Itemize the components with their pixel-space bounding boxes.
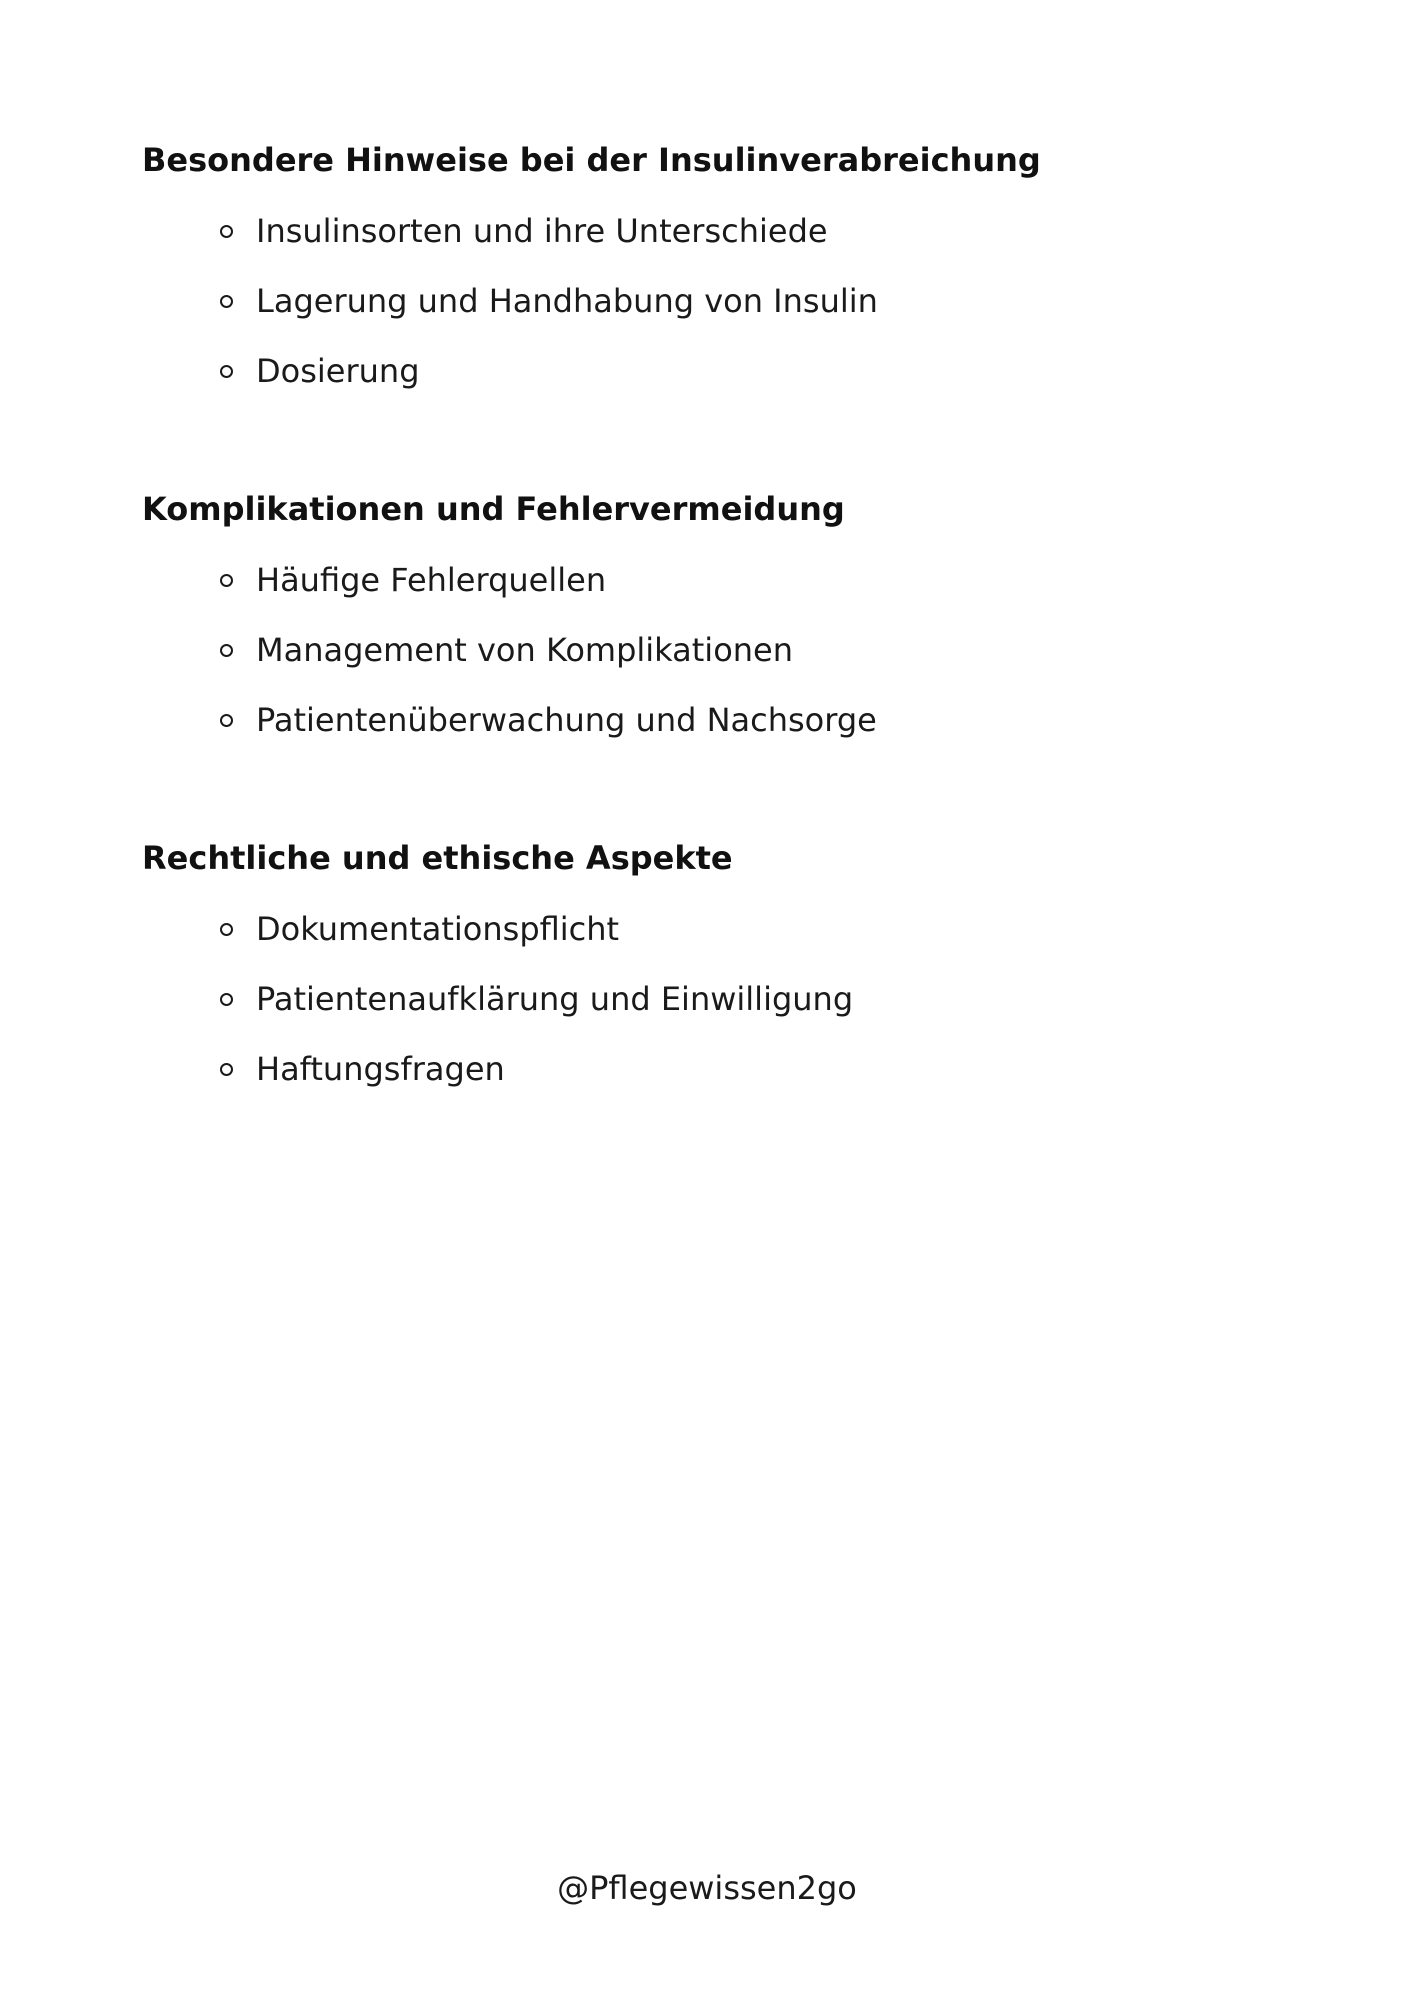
bullet-list (142, 560, 1242, 740)
list-item-text: Häufige Fehlerquellen (256, 561, 607, 599)
list-item (142, 211, 1242, 281)
list-item-text: Patientenaufklärung und Einwilligung (256, 980, 854, 1018)
list-item-text: Patientenüberwachung und Nachsorge (256, 701, 877, 739)
hollow-circle-bullet-icon (220, 714, 233, 727)
hollow-circle-bullet-icon (220, 365, 233, 378)
section-insulin-hints (142, 140, 1242, 391)
list-item (142, 630, 1242, 700)
list-item-text: Dokumentationspflicht (256, 910, 620, 948)
bullet-list (142, 211, 1242, 391)
list-item (142, 979, 1242, 1049)
list-item-text: Haftungsfragen (256, 1050, 505, 1088)
footer-handle: @Pflegewissen2go (557, 1869, 857, 1907)
hollow-circle-bullet-icon (220, 574, 233, 587)
list-item (142, 281, 1242, 351)
list-item-text: Dosierung (256, 352, 420, 390)
list-item-text: Management von Komplikationen (256, 631, 794, 669)
section-legal-ethical (142, 838, 1242, 1089)
section-complications (142, 489, 1242, 740)
list-item (142, 909, 1242, 979)
hollow-circle-bullet-icon (220, 1063, 233, 1076)
list-item (142, 560, 1242, 630)
hollow-circle-bullet-icon (220, 644, 233, 657)
section-title: Besondere Hinweise bei der Insulinverabreichung (142, 141, 1041, 179)
list-item-text: Insulinsorten und ihre Unterschiede (256, 212, 828, 250)
hollow-circle-bullet-icon (220, 923, 233, 936)
section-title: Komplikationen und Fehlervermeidung (142, 490, 845, 528)
list-item (142, 1049, 1242, 1089)
hollow-circle-bullet-icon (220, 993, 233, 1006)
hollow-circle-bullet-icon (220, 295, 233, 308)
list-item-text: Lagerung und Handhabung von Insulin (256, 282, 878, 320)
bullet-list (142, 909, 1242, 1089)
list-item (142, 351, 1242, 391)
hollow-circle-bullet-icon (220, 225, 233, 238)
section-title: Rechtliche und ethische Aspekte (142, 839, 733, 877)
list-item (142, 700, 1242, 740)
